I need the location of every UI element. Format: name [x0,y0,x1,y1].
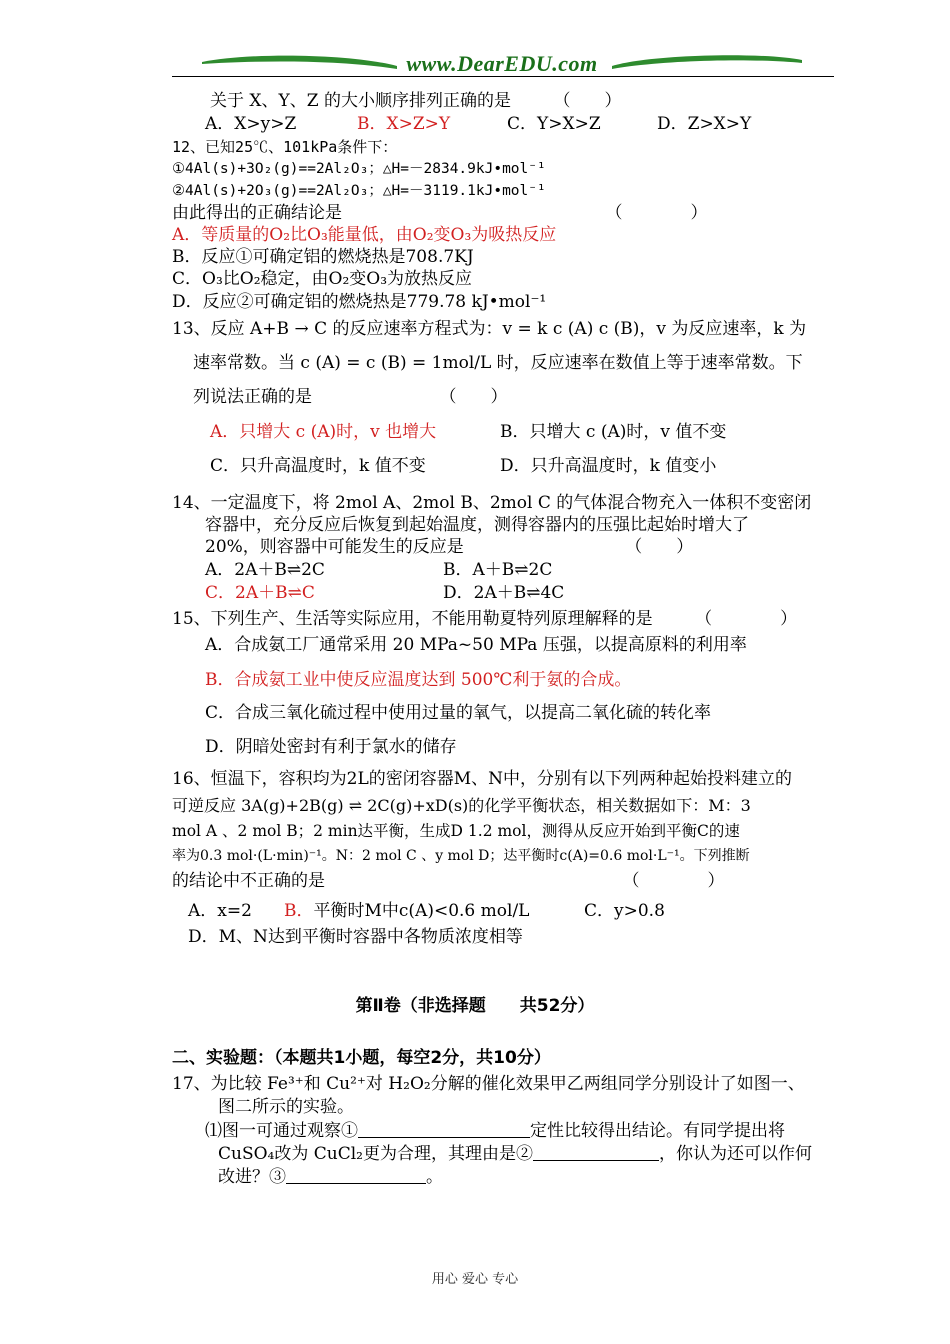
q16-option-d: D．M、N达到平衡时容器中各物质浓度相等 [188,927,523,947]
q12-option-a: A．等质量的O₂比O₃能量低，由O₂变O₃为吸热反应 [172,225,557,245]
q16-option-b-label: B． [284,901,314,921]
q17-part2 [218,1142,812,1165]
q15-stem: 15、下列生产、生活等实际应用，不能用勒夏特列原理解释的是 （ ） [172,609,798,629]
q16-option-c: C．y>0.8 [584,901,665,921]
q12-option-c: C．O₃比O₂稳定，由O₂变O₃为放热反应 [172,269,473,289]
q11-option-d: D．Z>X>Y [657,114,752,134]
q16-line-3: mol A 、2 mol B；2 min达平衡，生成D 1.2 mol，测得从反应开始到平衡C的速 [172,822,740,840]
header-rule [172,76,834,77]
part2-title: 第Ⅱ卷（非选择题 共52分） [355,996,595,1016]
q12-option-d: D．反应②可确定铝的燃烧热是779.78 kJ•mol⁻¹ [172,292,547,312]
q17-part1-prefix: ⑴图一可通过观察① [205,1121,358,1141]
q12-equation-1: ①4Al(s)+3O₂(g)==2Al₂O₃；△H=－2834.9kJ•mol⁻¹ [172,161,546,177]
q16-line-1: 16、恒温下，容积均为2L的密闭容器M、N中，分别有以下列两种起始投料建立的 [172,769,793,789]
q11-option-b: B．X>Z>Y [357,114,451,134]
q17-part1 [205,1119,785,1142]
q14-line-3: 20%，则容器中可能发生的反应是 （ ） [205,537,694,557]
q17-part2-prefix: CuSO₄改为 CuCl₂更为合理，其理由是② [218,1144,533,1164]
q13-option-d: D．只升高温度时，k 值变小 [500,456,717,476]
q15-option-b: B．合成氨工业中使反应温度达到 500℃利于氨的合成。 [205,670,632,690]
part2-section-heading: 二、实验题：（本题共1小题，每空2分，共10分） [172,1048,551,1068]
q14-option-a: A．2A＋B⇌2C [205,560,325,580]
q11-stem: 关于 X、Y、Z 的大小顺序排列正确的是 （ ） [210,91,622,111]
q16-line-4: 率为0.3 mol·(L·min)⁻¹。N：2 mol C 、y mol D；达平衡时c(A)=0.6 mol·L⁻¹。下列推断 [172,848,750,864]
q17-line-2: 图二所示的实验。 [218,1097,354,1117]
q14-line-1: 14、一定温度下，将 2mol A、2mol B、2mol C 的气体混合物充入一体积不变密闭 [172,493,812,513]
q17-blank-3[interactable] [286,1165,426,1184]
q15-option-d: D．阴暗处密封有利于氯水的储存 [205,737,457,757]
page-header [172,50,834,80]
q12-stem: 12、已知25℃、101kPa条件下： [172,138,398,156]
q14-option-c: C．2A＋B⇌C [205,583,315,603]
q16-option-b [284,900,529,922]
q17-part1-suffix: 定性比较得出结论。有同学提出将 [530,1121,785,1141]
page-footer: 用心 爱心 专心 [431,1272,519,1287]
q13-line-1: 13、反应 A+B → C 的反应速率方程式为：v = k c (A) c (B)，v 为反应速率，k 为 [172,319,807,339]
q15-option-c: C．合成三氧化硫过程中使用过量的氧气，以提高二氧化硫的转化率 [205,703,712,723]
q17-part3 [218,1165,443,1188]
q11-options [205,113,765,135]
q11-option-a: A．X>y>Z [205,114,297,134]
q13-option-b: B．只增大 c (A)时，v 值不变 [500,422,727,442]
q16-option-b-text: 平衡时M中c(A)<0.6 mol/L [313,901,530,921]
q13-line-3: 列说法正确的是 （ ） [193,387,508,407]
q16-line-2: 可逆反应 3A(g)+2B(g) ⇌ 2C(g)+xD(s)的化学平衡状态，相关数据如下：M：3 [172,796,751,815]
q17-part2-suffix: ，你认为还可以作何 [658,1144,812,1164]
header-logo: www.DearEDU.com [406,51,598,76]
q13-option-c: C．只升高温度时，k 值不变 [210,456,426,476]
q16-option-a: A．x=2 [188,901,252,921]
q17-part3-prefix: 改进？③ [218,1167,286,1187]
q12-conclusion: 由此得出的正确结论是 （ ） [172,203,708,223]
q12-option-b: B．反应①可确定铝的燃烧热是708.7KJ [172,247,474,267]
q15-option-a: A．合成氨工厂通常采用 20 MPa~50 MPa 压强，以提高原料的利用率 [205,635,747,655]
q17-blank-2[interactable] [533,1142,659,1161]
q11-option-c: C．Y>X>Z [507,114,601,134]
q13-option-a: A．只增大 c (A)时，v 也增大 [210,422,437,442]
q13-line-2: 速率常数。当 c (A) = c (B) = 1mol/L 时，反应速率在数值上等于速率常数。下 [193,353,803,373]
q17-blank-1[interactable] [358,1119,530,1138]
q14-option-b: B．A＋B⇌2C [443,560,553,580]
q17-line-1: 17、为比较 Fe³⁺和 Cu²⁺对 H₂O₂分解的催化效果甲乙两组同学分别设计了如图一、 [172,1074,805,1094]
q14-option-d: D．2A＋B⇌4C [443,583,565,603]
q16-line-5: 的结论中不正确的是 （ ） [172,871,725,891]
q12-equation-2: ②4Al(s)+2O₃(g)==2Al₂O₃；△H=－3119.1kJ•mol⁻¹ [172,183,546,199]
q17-part3-suffix: 。 [426,1167,443,1187]
q14-line-2: 容器中，充分反应后恢复到起始温度，测得容器内的压强比起始时增大了 [205,515,749,535]
